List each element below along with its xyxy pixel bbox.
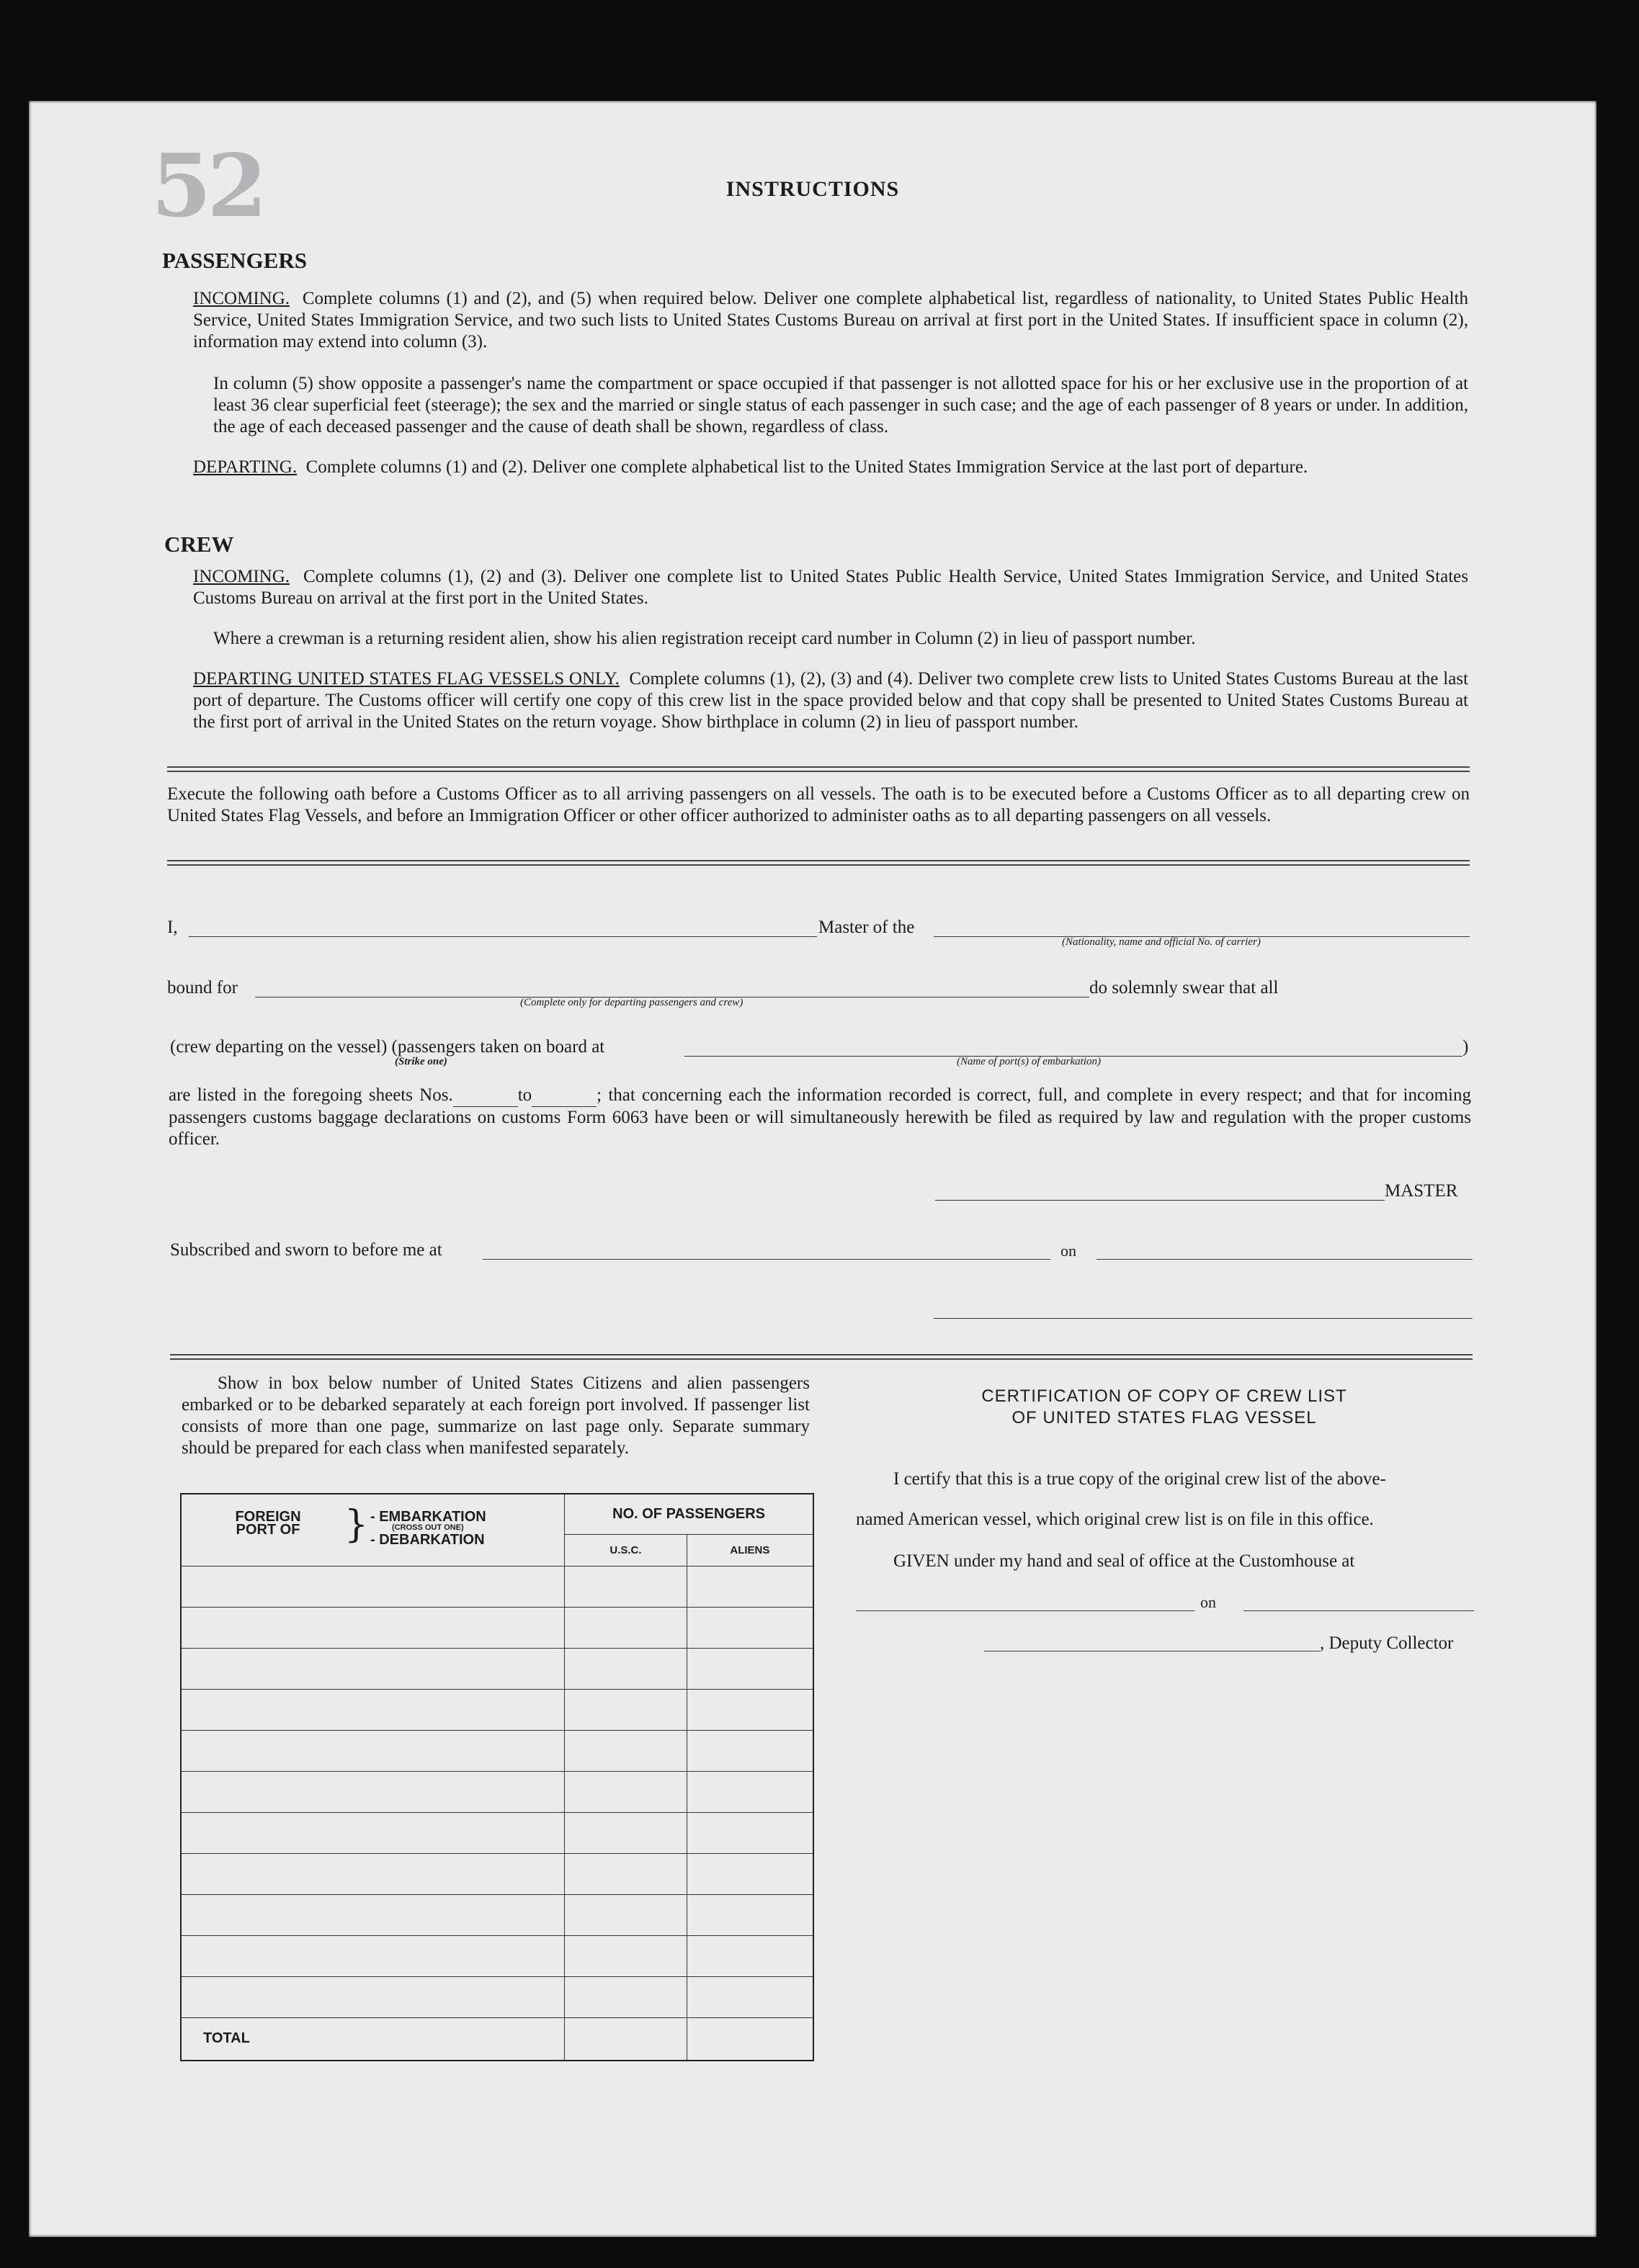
aliens-cell[interactable] (687, 1812, 813, 1853)
close-paren: ) (1462, 1037, 1469, 1057)
deputy-collector-label: , Deputy Collector (1320, 1633, 1454, 1653)
crew-passengers-label: (crew departing on the vessel) (passengers taken on board at (170, 1037, 605, 1057)
passengers-departing-text: Complete columns (1) and (2). Deliver one complete alphabetical list to the United States Immigration Service at the last port of departure. (305, 457, 1308, 477)
divider (167, 771, 1470, 772)
table-row (181, 1853, 813, 1894)
total-usc-cell[interactable] (565, 2017, 687, 2061)
listed-a: are listed in the foregoing sheets Nos. (169, 1085, 453, 1105)
cross-out-one-note: (CROSS OUT ONE) (392, 1523, 464, 1532)
table-row (181, 1648, 813, 1689)
passengers-departing (193, 457, 1468, 478)
aliens-header: ALIENS (687, 1534, 813, 1566)
table-row (181, 1935, 813, 1976)
table-row (181, 1689, 813, 1730)
table-row (181, 1894, 813, 1935)
aliens-cell[interactable] (687, 1607, 813, 1648)
usc-cell[interactable] (565, 1894, 687, 1935)
master-of-the-label: Master of the (818, 918, 915, 937)
crew-incoming (193, 566, 1468, 609)
certification-title (857, 1386, 1471, 1429)
aliens-cell[interactable] (687, 1853, 813, 1894)
total-label: TOTAL (181, 2017, 565, 2061)
port-cell[interactable] (181, 1689, 565, 1730)
master-label: MASTER (1385, 1181, 1458, 1201)
crew-resident-note: Where a crewman is a returning resident alien, show his alien registration receipt card number in Column (2) in lieu of passport number. (213, 629, 1196, 648)
table-row (181, 1976, 813, 2017)
sheet-from-field[interactable] (453, 1085, 518, 1107)
debarkation-header: - DEBARKATION (370, 1532, 485, 1548)
certification-line2: named American vessel, which original crew list is on file in this office. (856, 1510, 1374, 1529)
oath-intro: Execute the following oath before a Customs Officer as to all arriving passengers on all vessels. The oath is to be executed before a Customs Officer as to all departing crew on United States Flag Vessels, and before an Immigration Officer or other officer authorized to administer oaths as to all departing passengers on all vessels. (167, 784, 1470, 825)
aliens-cell[interactable] (687, 1648, 813, 1689)
brace-glyph: } (344, 1503, 369, 1546)
aliens-cell[interactable] (687, 1976, 813, 2017)
crew-incoming-label: INCOMING. (193, 567, 290, 586)
port-cell[interactable] (181, 1648, 565, 1689)
usc-cell[interactable] (565, 1648, 687, 1689)
aliens-cell[interactable] (687, 1935, 813, 1976)
table-row (181, 1730, 813, 1771)
crew-departing-text: Complete columns (1), (2), (3) and (4). Deliver two complete crew lists to United States Customs Bureau at the last port of departure. The Customs officer will certify one copy of this crew list in the space provided below and that copy shall be presented to United States Customs Bureau at the first port of arrival in the United States on the return voyage. Show birthplace in column (2) in lieu of passport number. (193, 669, 1468, 732)
subscribed-on-label: on (1060, 1242, 1076, 1260)
master-name-field[interactable] (189, 936, 817, 937)
usc-cell[interactable] (565, 1771, 687, 1812)
oath-i-label: I, (167, 918, 178, 937)
port-cell[interactable] (181, 1566, 565, 1607)
listed-sheets-text (169, 1085, 1471, 1150)
usc-cell[interactable] (565, 1689, 687, 1730)
usc-cell[interactable] (565, 1976, 687, 2017)
port-header-cell (181, 1494, 565, 1566)
crew-departing (193, 668, 1468, 733)
port-cell[interactable] (181, 1853, 565, 1894)
table-row (181, 1607, 813, 1648)
passengers-heading: PASSENGERS (162, 248, 307, 273)
certification-line1: I certify that this is a true copy of the original crew list of the above- (893, 1469, 1386, 1489)
bound-for-label: bound for (167, 978, 238, 998)
total-aliens-cell[interactable] (687, 2017, 813, 2061)
port-cell[interactable] (181, 1894, 565, 1935)
aliens-cell[interactable] (687, 1771, 813, 1812)
box-instructions: Show in box below number of United States Citizens and alien passengers embarked or to be debarked separately at each foreign port involved. If passenger list consists of more than one page, summarize on last page only. Separate summary should be prepared for each class when manifested separately. (182, 1373, 810, 1458)
port-cell[interactable] (181, 1730, 565, 1771)
listed-to: to (517, 1085, 532, 1105)
usc-cell[interactable] (565, 1607, 687, 1648)
usc-cell[interactable] (565, 1812, 687, 1853)
divider (167, 860, 1470, 861)
usc-cell[interactable] (565, 1566, 687, 1607)
usc-cell[interactable] (565, 1935, 687, 1976)
do-solemnly-label: do solemnly swear that all (1089, 978, 1279, 998)
port-cell[interactable] (181, 1771, 565, 1812)
crew-departing-label: DEPARTING UNITED STATES FLAG VESSELS ONLY. (193, 669, 620, 689)
certification-on-label: on (1200, 1593, 1216, 1611)
passengers-incoming-text: Complete columns (1) and (2), and (5) when required below. Deliver one complete alphabetical list, regardless of nationality, to United States Public Health Service, United States Immigration Service, and two such lists to United States Customs Bureau on arrival at first port in the United States. If insufficient space in column (2), information may extend into column (3). (193, 289, 1468, 351)
strike-one-caption: (Strike one) (395, 1056, 447, 1067)
certification-title-line1: CERTIFICATION OF COPY OF CREW LIST (981, 1386, 1347, 1406)
passenger-count-table (180, 1493, 814, 2061)
foreign-port-of-header: FOREIGN PORT OF (235, 1509, 301, 1538)
nationality-caption: (Nationality, name and official No. of carrier) (1062, 936, 1261, 948)
passengers-incoming (193, 288, 1468, 353)
subscribed-date-field[interactable] (1097, 1259, 1473, 1260)
certification-line3: GIVEN under my hand and seal of office at the Customhouse at (893, 1551, 1355, 1571)
table-row (181, 1812, 813, 1853)
subscribed-label: Subscribed and sworn to before me at (170, 1240, 442, 1260)
page-number-stamp: 52 (151, 135, 263, 237)
aliens-cell[interactable] (687, 1689, 813, 1730)
aliens-cell[interactable] (687, 1730, 813, 1771)
divider (170, 1358, 1473, 1360)
table-row (181, 1566, 813, 1607)
passengers-incoming-label: INCOMING. (193, 289, 290, 308)
master-signature-field[interactable] (935, 1200, 1385, 1201)
port-cell[interactable] (181, 1812, 565, 1853)
divider (167, 864, 1470, 866)
page-title: INSTRUCTIONS (725, 177, 900, 201)
crew-incoming-text: Complete columns (1), (2) and (3). Deliver one complete list to United States Public Health Service, United States Immigration Service, and United States Customs Bureau on arrival at the first port in the United States. (193, 567, 1468, 608)
aliens-cell[interactable] (687, 1566, 813, 1607)
crew-heading: CREW (164, 532, 234, 557)
officer-signature-field[interactable] (934, 1318, 1473, 1319)
divider (167, 766, 1470, 768)
port-caption: (Name of port(s) of embarkation) (957, 1056, 1101, 1067)
no-of-passengers-header: NO. OF PASSENGERS (565, 1494, 813, 1534)
usc-header: U.S.C. (565, 1534, 687, 1566)
aliens-cell[interactable] (687, 1894, 813, 1935)
certification-date-field[interactable] (1243, 1610, 1474, 1611)
sheet-to-field[interactable] (532, 1085, 597, 1107)
passengers-column5-note: In column (5) show opposite a passenger's name the compartment or space occupied if that passenger is not allotted space for his or her exclusive use in the proportion of at least 36 clear superficial feet (steerage); the sex and the married or single status of each passenger in such case; and the age of each passenger of 8 years or under. In addition, the age of each deceased passenger and the cause of death shall be shown, regardless of class. (213, 374, 1468, 436)
usc-cell[interactable] (565, 1730, 687, 1771)
usc-cell[interactable] (565, 1853, 687, 1894)
port-cell[interactable] (181, 1607, 565, 1648)
embarkation-header: - EMBARKATION (370, 1509, 486, 1525)
port-cell[interactable] (181, 1976, 565, 2017)
complete-only-caption: (Complete only for departing passengers and crew) (520, 997, 743, 1008)
customhouse-field[interactable] (856, 1610, 1194, 1611)
passengers-departing-label: DEPARTING. (193, 457, 298, 477)
table-row (181, 1771, 813, 1812)
divider (170, 1354, 1473, 1355)
certification-title-line2: OF UNITED STATES FLAG VESSEL (1011, 1408, 1317, 1427)
subscribed-place-field[interactable] (483, 1259, 1050, 1260)
port-cell[interactable] (181, 1935, 565, 1976)
listed-b: ; that concerning each the information recorded is correct, full, and complete in every respect; and that for incoming passengers customs baggage declarations on customs Form 6063 have been or will simultaneously herewith be filed as required by law and regulation with the proper customs officer. (169, 1085, 1471, 1149)
